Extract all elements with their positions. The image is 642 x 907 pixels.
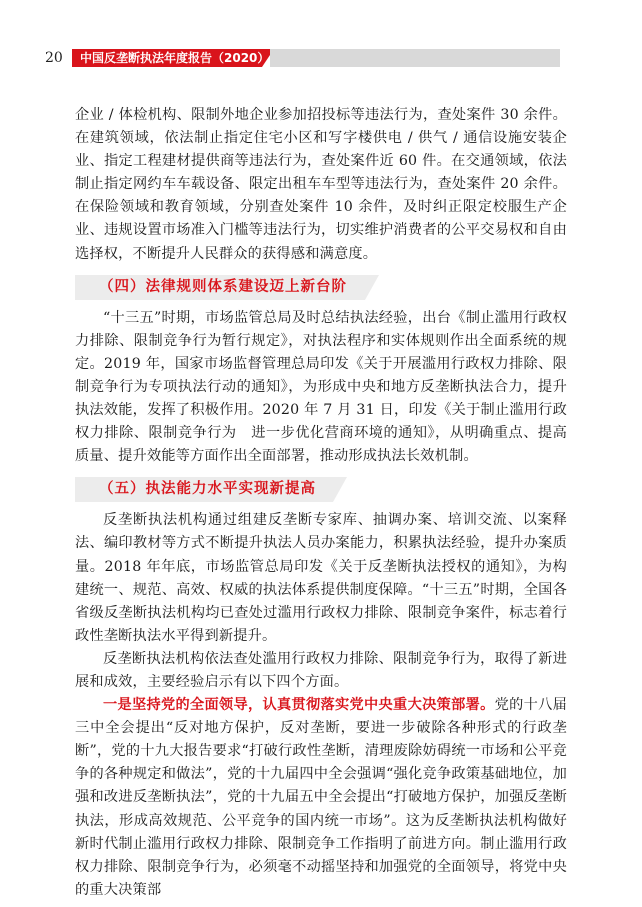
point-1-text: 党的十八届三中全会提出“反对地方保护，反对垄断，要进一步破除各种形式的行政垄断”，党的十九大报告要求“打破行政性垄断，清理废除妨碍统一市场和公平竞争的各种规定和做法”，党的十九届四中全会强调“强化竞争政策基础地位，加强和改进反垄断执法”，党的十九届五中全会提出“打破地方保护，加强反垄断执法，形成高效规范、公平竞争的国内统一市场”。这为反垄断执法机构做好新时代制止滥用行政权力排除、限制竞争工作指明了前进方向。制止滥用行政权力排除、限制竞争行为，必须毫不动摇坚持和加强党的全面领导，将党中央的重大决策部 [75,697,567,898]
page-body [75,104,567,902]
paragraph-intro: 企业 / 体检机构、限制外地企业参加招投标等违法行为，查处案件 30 余件。在建筑领域，依法制止指定住宅小区和写字楼供电 / 供气 / 通信设施安装企业、指定工程建材提供商等违法行为，查处案件近 60 件。在交通领域，依法制止指定网约车车载设备、限定出租车车型等违法行为，查处案件 20 余件。在保险领域和教育领域，分别查处案件 10 余件，及时纠正限定校服生产企业、违规设置市场准入门槛等违法行为，切实维护消费者的公平交易权和自由选择权，不断提升人民群众的获得感和满意度。 [75,107,567,262]
point-1-highlight: 一是坚持党的全面领导，认真贯彻落实党中央重大决策部署。 [103,697,495,714]
paragraph-section-5-a: 反垄断执法机构通过组建反垄断专家库、抽调办案、培训交流、以案释法、编印教材等方式不断提升执法人员办案能力，积累执法经验，提升办案质量。2018 年年底，市场监管总局印发《关于反垄断执法授权的通知》，为构建统一、规范、高效、权威的执法体系提供制度保障。“十三五”时期，全国各省级反垄断执法机构均已查处过滥用行政权力排除、限制竞争案件，标志着行政性垄断执法水平得到新提升。 [75,512,567,644]
section-heading-5 [75,477,567,503]
page-header [0,48,642,68]
report-title: 中国反垄断执法年度报告（2020） [80,51,270,65]
header-gray-band [270,49,560,67]
section-heading-4-text: （四）法律规则体系建设迈上新台阶 [99,278,347,295]
paragraph-section-5-b: 反垄断执法机构依法查处滥用行政权力排除、限制竞争行为，取得了新进展和成效，主要经验启示有以下四个方面。 [75,650,567,690]
section-heading-5-text: （五）执法能力水平实现新提高 [99,481,316,498]
paragraph-section-4: “十三五”时期，市场监管总局及时总结执法经验，出台《制止滥用行政权力排除、限制竞争行为暂行规定》，对执法程序和实体规则作出全面系统的规定。2019 年，国家市场监督管理总局印发《关于开展滥用行政权力排除、限制竞争行为专项执法行动的通知》，为形成中央和地方反垄断执法合力，提升执法效能，发挥了积极作用。2020 年 7 月 31 日，印发《关于制止滥用行政权力排除、限制竞争行为 进一步优化营商环境的通知》，从明确重点、提高质量、提升效能等方面作出全面部署，推动形成执法长效机制。 [75,309,567,465]
page-number: 20 [45,50,63,66]
section-heading-4 [75,275,567,301]
paragraph-point-1 [75,694,567,902]
